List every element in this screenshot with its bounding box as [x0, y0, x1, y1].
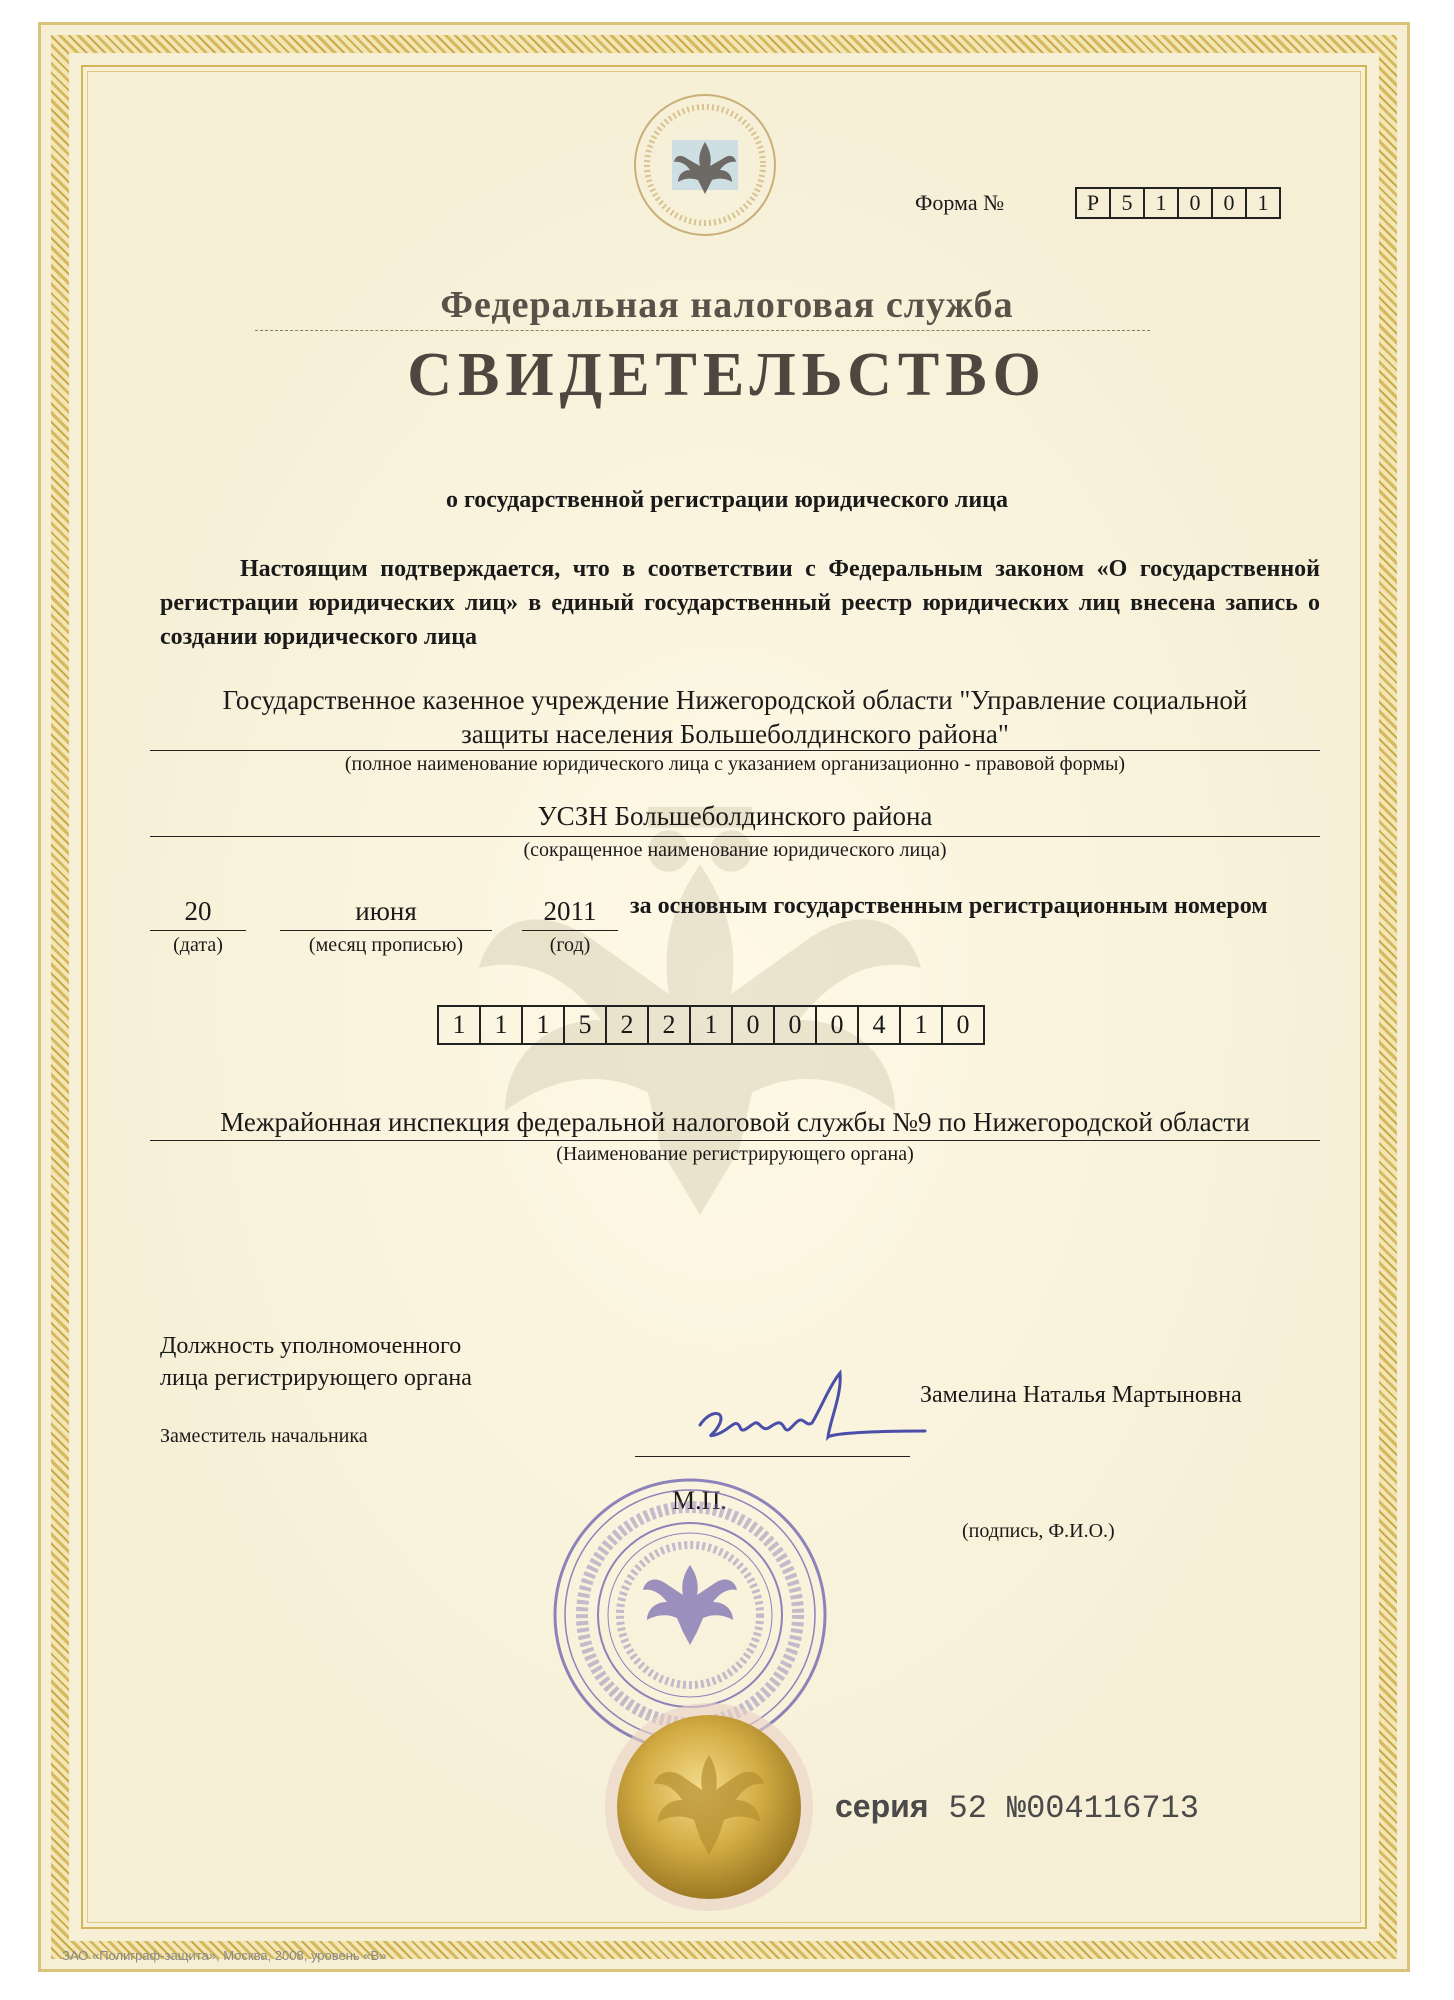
ogrn-digit: 1: [481, 1007, 523, 1043]
series-number: [835, 1788, 1199, 1827]
full-name-underline: [150, 750, 1320, 751]
full-name-caption: (полное наименование юридического лица с указанием организационно - правовой формы): [344, 753, 1126, 775]
form-cell: 5: [1111, 189, 1145, 217]
form-number-cells: [1075, 187, 1281, 219]
registration-number-text: за основным государственным регистрационным номером: [630, 893, 1268, 919]
ogrn-digit: 0: [775, 1007, 817, 1043]
organ-caption: (Наименование регистрирующего органа): [556, 1143, 914, 1165]
printer-note: ЗАО «Полиграф-защита», Москва, 2008, уровень «В»: [62, 1948, 387, 1963]
position-label-line2: лица регистрирующего органа: [160, 1365, 472, 1391]
full-name-line1: Государственное казенное учреждение Нижегородской области "Управление социальной: [222, 685, 1248, 715]
stamp-place-label: М.П.: [672, 1486, 727, 1515]
ogrn-digit: 0: [733, 1007, 775, 1043]
date-month-caption: (месяц прописью): [308, 934, 464, 956]
date-year-caption: (год): [549, 934, 591, 956]
date-month: июня: [355, 896, 417, 926]
date-day-caption: (дата): [173, 934, 223, 956]
gold-seal-icon: [602, 1700, 817, 1915]
full-name-line2: защиты населения Большеболдинского района": [461, 719, 1009, 749]
series-label: серия: [835, 1788, 929, 1824]
confirmation-paragraph: Настоящим подтверждается, что в соответствии с Федеральным законом «О государственной регистрации юридических лиц» в единый государственный реестр юридических лиц внесена запись о создании юридического лица: [160, 556, 1320, 650]
date-year: 2011: [543, 896, 597, 926]
serial-number: №004116713: [1006, 1790, 1199, 1827]
full-name-block: [150, 683, 1320, 751]
signature-line: [635, 1456, 910, 1457]
position-label: [160, 1330, 472, 1394]
form-cell: 1: [1145, 189, 1179, 217]
ogrn-digit: 4: [859, 1007, 901, 1043]
date-day: 20: [184, 896, 212, 926]
organ-underline: [150, 1140, 1320, 1141]
handwritten-signature: [680, 1365, 930, 1465]
short-name: УСЗН Большеболдинского района: [537, 801, 933, 831]
signature-caption: (подпись, Ф.И.О.): [962, 1520, 1115, 1542]
ogrn-digit: 2: [649, 1007, 691, 1043]
registering-organ: Межрайонная инспекция федеральной налоговой службы №9 по Нижегородской области: [220, 1107, 1250, 1137]
form-cell: 1: [1257, 190, 1269, 215]
ogrn-digit: 1: [691, 1007, 733, 1043]
position-label-line1: Должность уполномоченного: [160, 1333, 462, 1359]
emblem-icon: [630, 90, 780, 240]
ogrn-digit: 0: [956, 1010, 970, 1039]
agency-divider: [255, 330, 1150, 331]
series-code: 52: [948, 1790, 987, 1827]
page-subtitle: о государственной регистрации юридического лица: [446, 487, 1008, 513]
date-year-underline: [522, 930, 618, 931]
page-title: СВИДЕТЕЛЬСТВО: [407, 341, 1047, 409]
ogrn-digit: 0: [817, 1007, 859, 1043]
ogrn-digit: 2: [607, 1007, 649, 1043]
signatory-name: Замелина Наталья Мартыновна: [920, 1382, 1242, 1408]
ogrn-cells: [437, 1005, 985, 1045]
form-number-label: Форма №: [915, 190, 1005, 215]
date-day-underline: [150, 930, 246, 931]
ogrn-digit: 1: [439, 1007, 481, 1043]
form-cell: 0: [1213, 189, 1247, 217]
ogrn-digit: 1: [901, 1007, 943, 1043]
ogrn-digit: 1: [523, 1007, 565, 1043]
date-month-underline: [280, 930, 492, 931]
position-value: Заместитель начальника: [160, 1425, 368, 1447]
agency-name: Федеральная налоговая служба: [440, 284, 1014, 326]
short-name-caption: (сокращенное наименование юридического лица): [523, 839, 947, 861]
form-cell: 0: [1179, 189, 1213, 217]
short-name-underline: [150, 836, 1320, 837]
ogrn-digit: 5: [565, 1007, 607, 1043]
form-cell: Р: [1077, 189, 1111, 217]
